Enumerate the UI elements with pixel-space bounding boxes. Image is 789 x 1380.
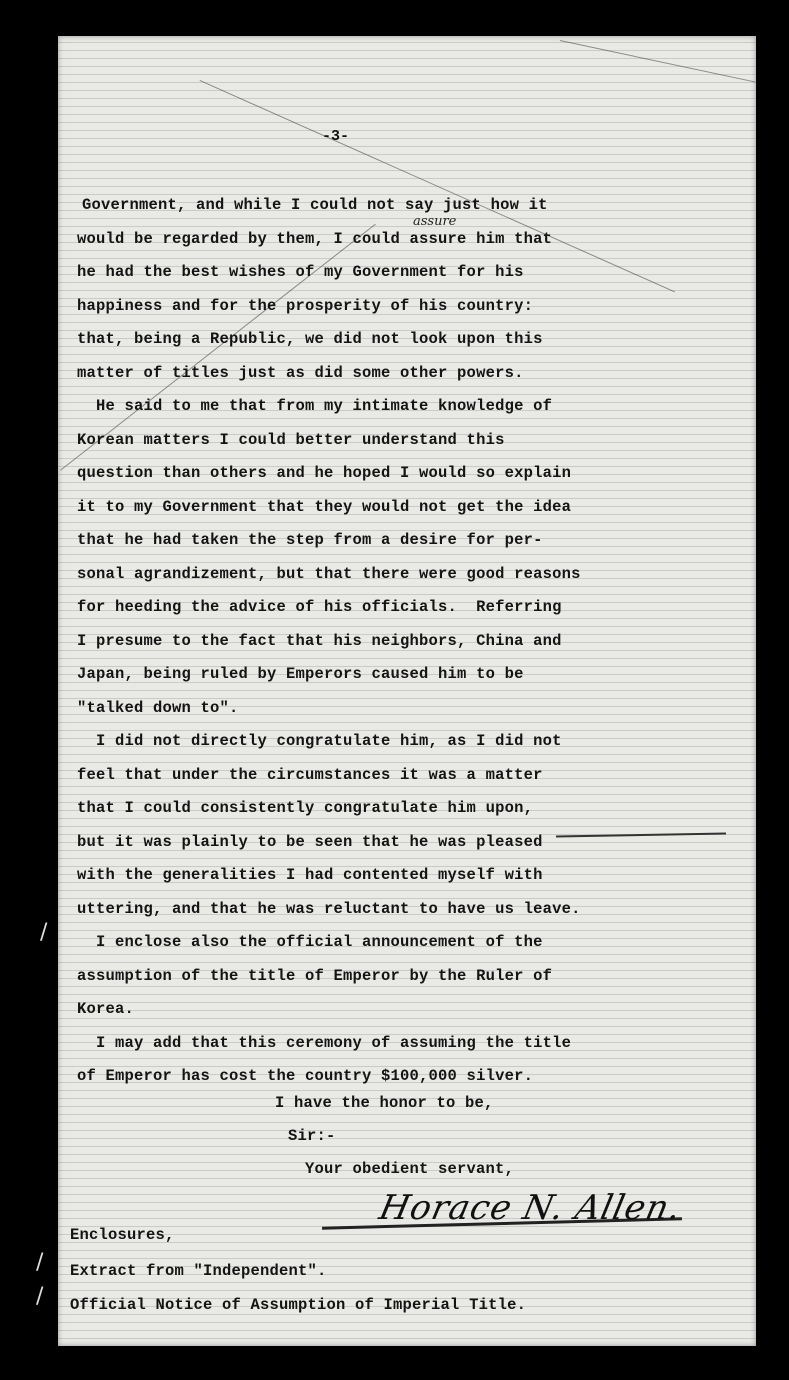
- signature: Horace N. Allen.: [375, 1188, 686, 1228]
- margin-mark: /: [36, 1250, 44, 1275]
- text-line: of Emperor has cost the country $100,000 silver.: [77, 1067, 534, 1085]
- text-line: that, being a Republic, we did not look upon this: [77, 330, 543, 348]
- text-line: matter of titles just as did some other powers.: [77, 363, 524, 382]
- text-line: Korea.: [77, 1000, 135, 1018]
- handwritten-correction: assure: [413, 214, 457, 229]
- text-line: feel that under the circumstances it was a matter: [77, 765, 543, 784]
- margin-mark: /: [36, 1284, 44, 1309]
- text-line: that he had taken the step from a desire for per-: [77, 531, 543, 549]
- text-line: Government, and while I could not say just how it: [82, 196, 548, 214]
- text-line: I presume to the fact that his neighbors, China and: [77, 631, 562, 650]
- text-line: sonal agrandizement, but that there were good reasons: [77, 564, 581, 583]
- text-line: uttering, and that he was reluctant to have us leave.: [77, 899, 581, 918]
- text-line: but it was plainly to be seen that he was pleased: [77, 832, 543, 851]
- text-line: Japan, being ruled by Emperors caused him to be: [77, 665, 524, 683]
- text-line: I may add that this ceremony of assuming the title: [77, 1033, 572, 1052]
- text-line: He said to me that from my intimate knowledge of: [77, 397, 553, 415]
- text-line: "talked down to".: [77, 698, 239, 717]
- text-line: happiness and for the prosperity of his country:: [77, 296, 534, 315]
- text-line: for heeding the advice of his officials. Referring: [77, 598, 562, 616]
- closing-salutation: Sir:-: [288, 1127, 336, 1145]
- text-line: it to my Government that they would not get the idea: [77, 497, 572, 516]
- enclosures-heading: Enclosures,: [70, 1226, 175, 1244]
- page-number: -3-: [322, 128, 350, 145]
- text-line: he had the best wishes of my Government for his: [77, 263, 524, 281]
- closing-servant: Your obedient servant,: [305, 1160, 515, 1178]
- text-line: I did not directly congratulate him, as I did not: [77, 732, 562, 750]
- text-line: Korean matters I could better understand this: [77, 430, 505, 449]
- text-line: assumption of the title of Emperor by the Ruler of: [77, 966, 553, 985]
- text-line: would be regarded by them, I could assure him that: [77, 229, 553, 248]
- text-line: with the generalities I had contented myself with: [77, 866, 543, 884]
- text-line: question than others and he hoped I would so explain: [77, 464, 572, 482]
- text-line: I enclose also the official announcement of the: [77, 933, 543, 951]
- text-line: that I could consistently congratulate him upon,: [77, 799, 534, 817]
- enclosure-item-1: Extract from "Independent".: [70, 1262, 327, 1280]
- margin-mark: /: [40, 920, 48, 945]
- closing-honor: I have the honor to be,: [275, 1094, 494, 1112]
- enclosure-item-2: Official Notice of Assumption of Imperial Title.: [70, 1296, 527, 1314]
